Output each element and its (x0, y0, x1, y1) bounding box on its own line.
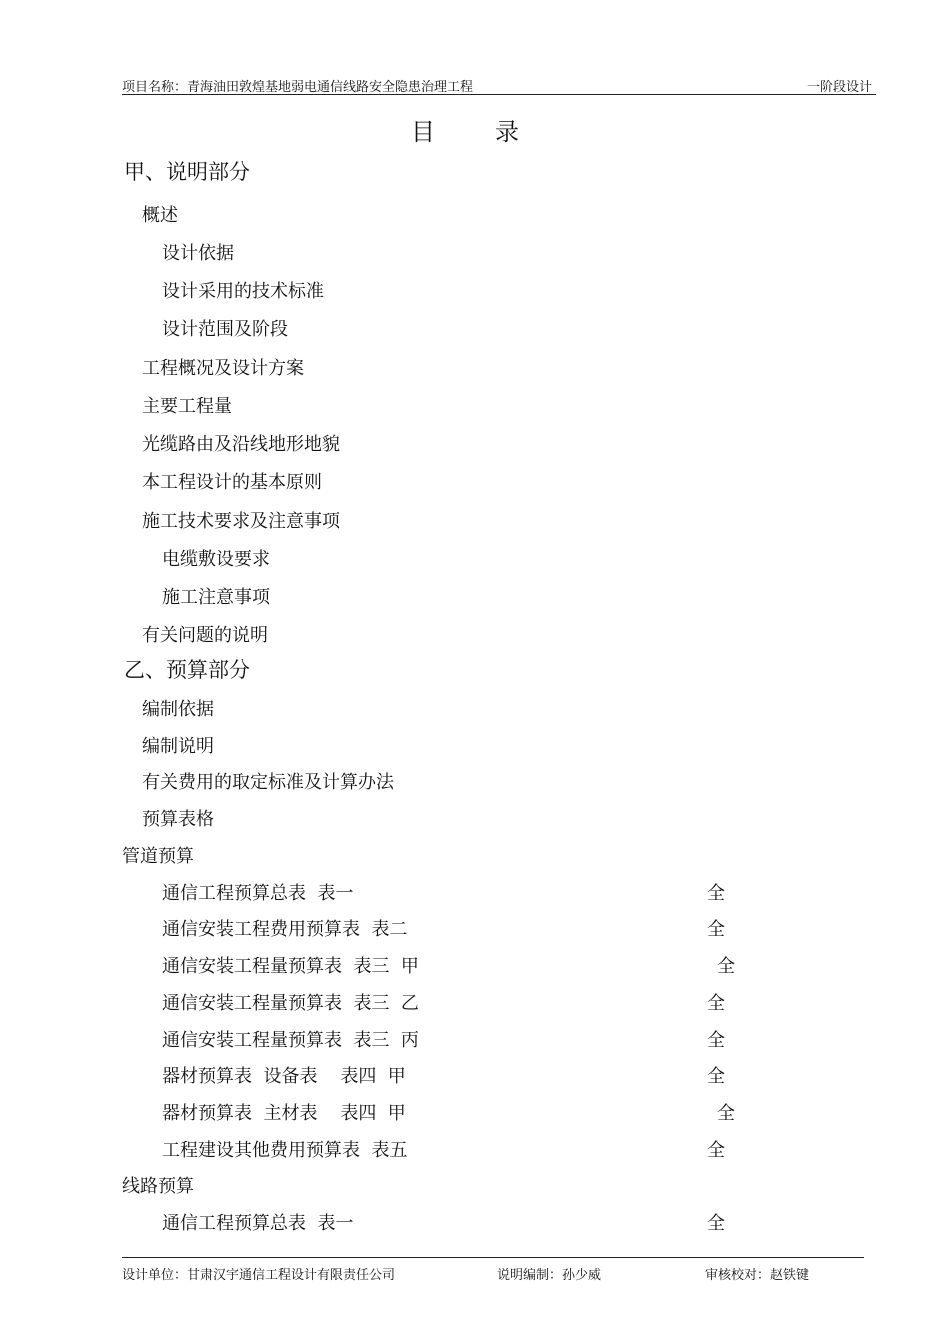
design-unit: 设计单位：甘肃汉宇通信工程设计有限责任公司 (122, 1268, 396, 1283)
toc-entry: 工程概况及设计方案 (142, 358, 304, 379)
toc-page: 全 (707, 1030, 725, 1051)
toc-entry: 通信工程预算总表 表一 (162, 1213, 354, 1234)
page-title: 目录 (411, 118, 579, 146)
toc-entry: 设计范围及阶段 (162, 319, 288, 340)
toc-page: 全 (707, 993, 725, 1014)
toc-entry: 概述 (142, 205, 178, 226)
pipeline-budget-heading: 管道预算 (122, 846, 194, 867)
line-budget-heading: 线路预算 (122, 1176, 194, 1197)
design-stage: 一阶段设计 (806, 80, 872, 95)
toc-page: 全 (707, 883, 725, 904)
toc-entry: 光缆路由及沿线地形地貌 (142, 434, 340, 455)
toc-entry: 设计依据 (162, 243, 234, 264)
toc-entry: 有关费用的取定标准及计算办法 (142, 772, 394, 793)
toc-entry: 编制依据 (142, 699, 214, 720)
footer-divider (122, 1257, 864, 1258)
toc-entry: 施工技术要求及注意事项 (142, 511, 340, 532)
toc-entry: 施工注意事项 (162, 587, 270, 608)
author: 说明编制：孙少威 (497, 1268, 602, 1283)
toc-entry: 工程建设其他费用预算表 表五 (162, 1140, 408, 1161)
toc-entry: 设计采用的技术标准 (162, 281, 324, 302)
toc-page: 全 (707, 1213, 725, 1234)
toc-entry: 器材预算表 设备表 表四 甲 (162, 1066, 406, 1087)
toc-entry: 通信安装工程费用预算表 表二 (162, 919, 408, 940)
page-header (122, 74, 876, 95)
toc-page: 全 (717, 956, 735, 977)
section-a-heading: 甲、说明部分 (124, 160, 250, 184)
toc-page: 全 (707, 1140, 725, 1161)
toc-entry: 编制说明 (142, 736, 214, 757)
toc-entry: 通信工程预算总表 表一 (162, 883, 354, 904)
reviewer: 审核校对：赵铁键 (705, 1268, 810, 1283)
project-name: 项目名称：青海油田敦煌基地弱电通信线路安全隐患治理工程 (122, 80, 474, 95)
toc-entry: 器材预算表 主材表 表四 甲 (162, 1103, 406, 1124)
toc-entry: 预算表格 (142, 809, 214, 830)
section-b-heading: 乙、预算部分 (124, 658, 250, 682)
toc-entry: 电缆敷设要求 (162, 549, 270, 570)
toc-page: 全 (717, 1103, 735, 1124)
toc-entry: 通信安装工程量预算表 表三 丙 (162, 1030, 419, 1051)
toc-entry: 本工程设计的基本原则 (142, 472, 322, 493)
toc-entry: 有关问题的说明 (142, 625, 268, 646)
toc-entry: 通信安装工程量预算表 表三 乙 (162, 993, 419, 1014)
toc-entry: 主要工程量 (142, 396, 232, 417)
toc-page: 全 (707, 919, 725, 940)
toc-entry: 通信安装工程量预算表 表三 甲 (162, 956, 419, 977)
toc-page: 全 (707, 1066, 725, 1087)
